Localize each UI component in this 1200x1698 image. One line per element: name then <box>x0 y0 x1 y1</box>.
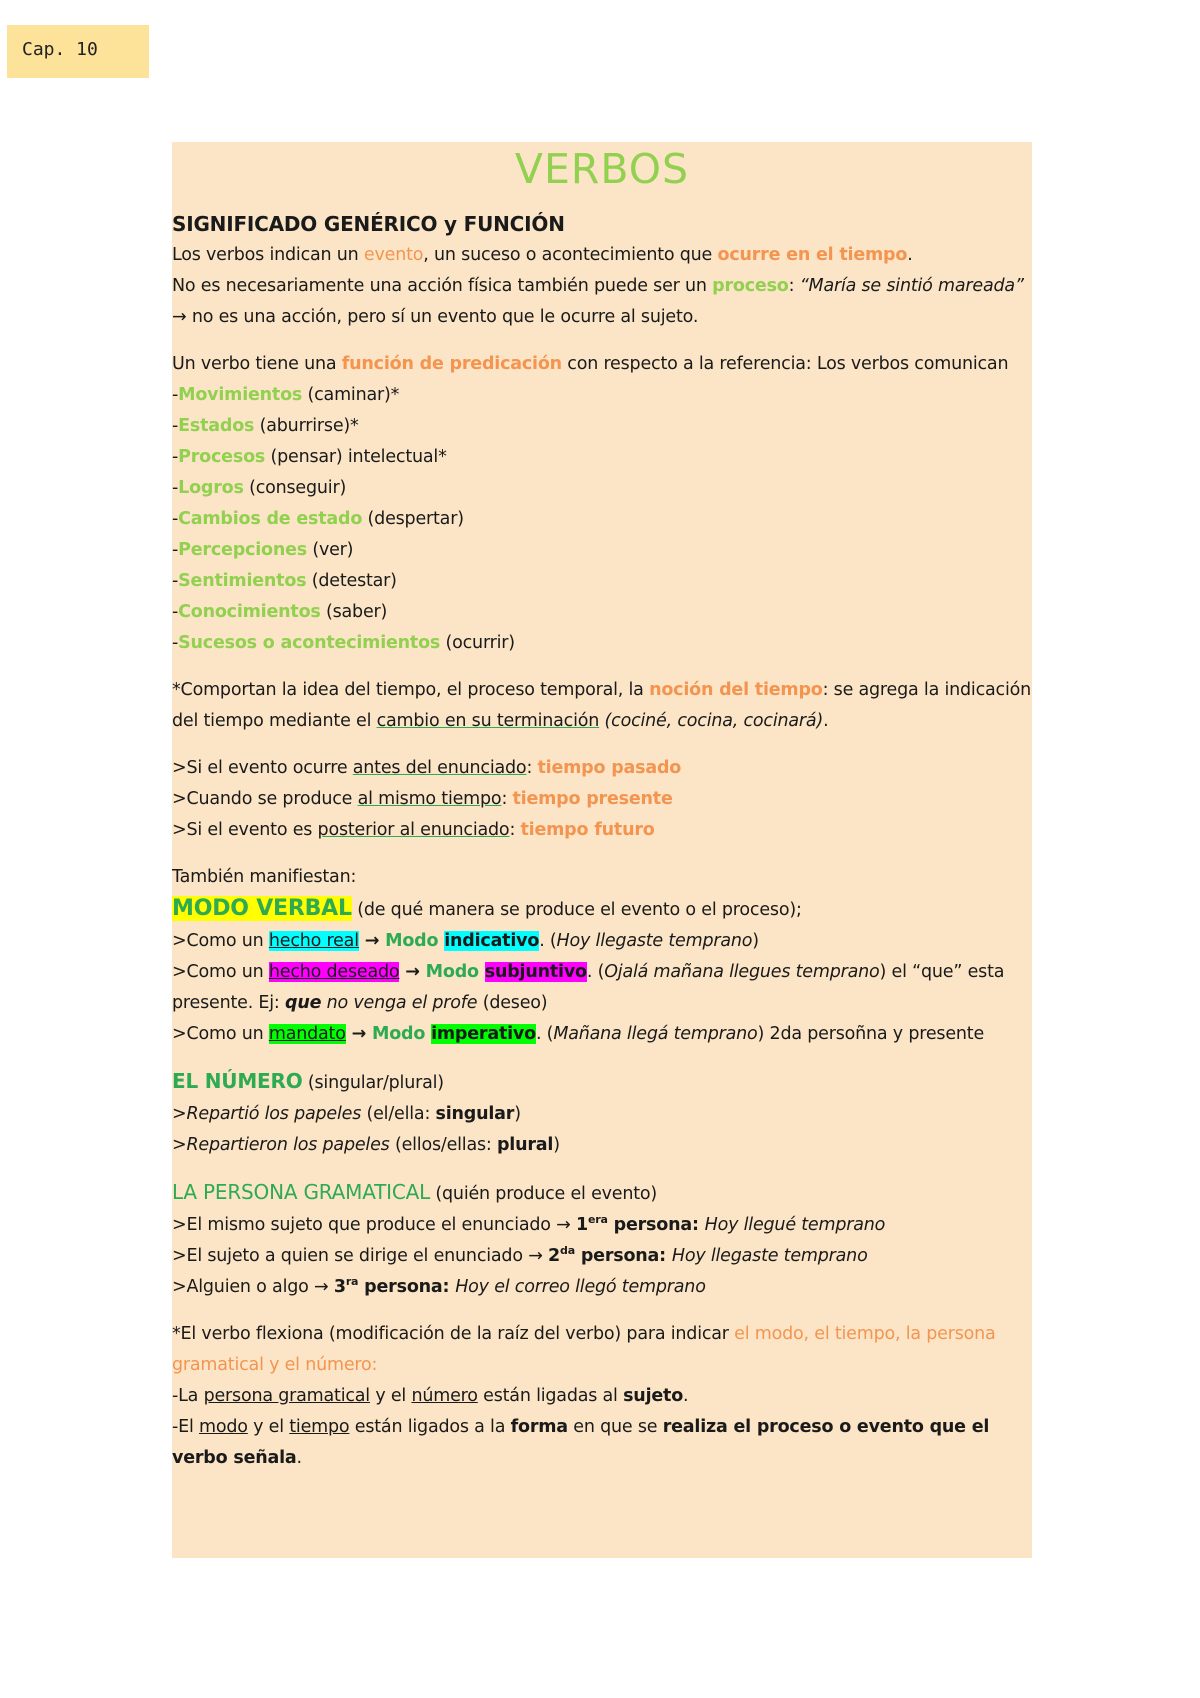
persona-row-1: >El mismo sujeto que produce el enunciado → $1^{era}$ persona: Hoy llegué temprano <box>172 1213 886 1235</box>
paragraph-modo-tiempo: -El modo y el tiempo están ligados a la forma en que se realiza el proceso o evento que el verbo señala. <box>172 1417 990 1468</box>
example-maria: “María se sintió mareada” <box>799 276 1024 296</box>
paragraph-persona-numero: -La persona gramatical y el número están ligadas al sujeto. <box>172 1386 689 1406</box>
list-item: -Estados (aburrirse)* <box>172 416 359 436</box>
term-nocion-tiempo: noción del tiempo <box>649 680 823 700</box>
term-funcion-predicacion: función de predicación <box>341 354 562 374</box>
chapter-label: Cap. 10 <box>7 25 149 78</box>
numero-heading: EL NÚMERO (singular/plural) <box>172 1069 444 1093</box>
list-item: -Conocimientos (saber) <box>172 602 388 622</box>
persona-row-3: >Alguien o $algo \to 3^{ra}$ persona: Hoy el correo llegó temprano <box>172 1275 706 1297</box>
persona-heading: LA PERSONA GRAMATICAL (quién produce el evento) <box>172 1180 658 1204</box>
tense-row-futuro: >Si el evento es posterior al enunciado: tiempo futuro <box>172 820 655 840</box>
section-heading-significado: SIGNIFICADO GENÉRICO y FUNCIÓN <box>172 212 565 236</box>
list-item: -Cambios de estado (despertar) <box>172 509 464 529</box>
list-item: -Movimientos (caminar)* <box>172 385 400 405</box>
list-item: -Sentimientos (detestar) <box>172 571 397 591</box>
modo-row-imperativo: >Como un mandato → Modo imperativo. (Mañana llegá temprano) 2da persoñna y presente <box>172 1024 985 1044</box>
numero-row-singular: >Repartió los papeles (el/ella: singular) <box>172 1104 521 1124</box>
list-item: -Percepciones (ver) <box>172 540 354 560</box>
paragraph-proceso: No es necesariamente una acción física también puede ser un proceso: “María se sintió mareada” → no es una acción, pero sí un evento que le ocurre al sujeto. <box>172 276 1024 327</box>
term-proceso: proceso <box>712 276 789 296</box>
paragraph-funcion: Un verbo tiene una función de predicación con respecto a la referencia: Los verbos comunican <box>172 354 1009 374</box>
list-item: -Procesos (pensar) intelectual* <box>172 447 447 467</box>
paragraph-tambien: También manifiestan: <box>172 867 357 887</box>
persona-row-2: >El sujeto a quien se dirige el enunciado → $2^{da}$ persona: Hoy llegaste temprano <box>172 1244 868 1266</box>
list-item: -Logros (conseguir) <box>172 478 347 498</box>
list-item: -Sucesos o acontecimientos (ocurrir) <box>172 633 515 653</box>
term-ocurre-tiempo: ocurre en el tiempo <box>717 245 908 265</box>
term-cambio-terminacion: cambio en su terminación <box>376 711 600 731</box>
modo-verbal-heading: MODO VERBAL (de qué manera se produce el evento o el proceso); <box>172 896 802 921</box>
paragraph-tiempo: *Comportan la idea del tiempo, el proceso temporal, la noción del tiempo: se agrega la indicación del tiempo mediante el cambio en su terminación (cociné, cocina, cocinará). <box>172 680 1032 731</box>
tense-row-pasado: >Si el evento ocurre antes del enunciado: tiempo pasado <box>172 758 682 778</box>
tense-row-presente: >Cuando se produce al mismo tiempo: tiempo presente <box>172 789 673 809</box>
note-content <box>172 142 1032 1474</box>
modo-row-subjuntivo: >Como un hecho deseado → Modo subjuntivo. (Ojalá mañana llegues temprano) el “que” esta presente. Ej: que no venga el profe (deseo) <box>172 962 1005 1013</box>
paragraph-flexiona: *El verbo flexiona (modificación de la raíz del verbo) para indicar el modo, el tiempo, la persona gramatical y el número: <box>172 1324 996 1375</box>
verb-type-list <box>172 380 1032 659</box>
page-title: VERBOS <box>514 145 690 193</box>
modo-row-indicativo: >Como un hecho real → Modo indicativo. (Hoy llegaste temprano) <box>172 931 759 951</box>
paragraph-evento: Los verbos indican un evento, un suceso o acontecimiento que ocurre en el tiempo. <box>172 245 913 265</box>
term-evento: evento <box>363 245 424 265</box>
numero-row-plural: >Repartieron los papeles (ellos/ellas: plural) <box>172 1135 560 1155</box>
